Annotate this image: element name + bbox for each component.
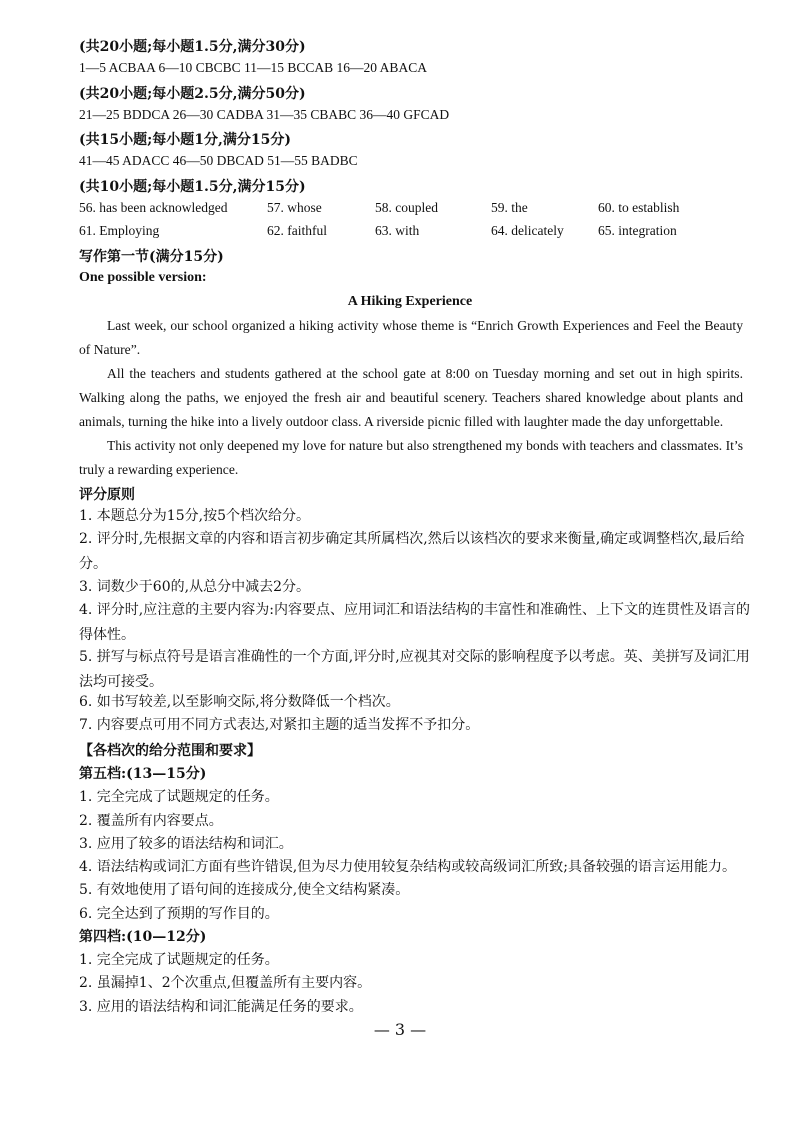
grammar-answer: 57. whose — [267, 200, 322, 215]
essay-paragraph: Last week, our school organized a hiking activity whose theme is “Enrich Growth Experiences and Feel the Beauty of Nature”. — [79, 318, 743, 357]
level-5-item: 2. 覆盖所有内容要点。 — [79, 813, 223, 829]
level-5-item: 1. 完全完成了试题规定的任务。 — [79, 789, 279, 805]
section-2-header: (共20小题;每小题2.5分,满分50分) — [79, 86, 306, 102]
level-4-item: 1. 完全完成了试题规定的任务。 — [79, 952, 279, 968]
principle-item: 2. 评分时,先根据文章的内容和语言初步确定其所属档次,然后以该档次的要求来衡量,确定或调整档次,最后给分。 — [79, 531, 745, 572]
grammar-answer: 64. delicately — [491, 223, 564, 238]
principle-item: 5. 拼写与标点符号是语言准确性的一个方面,评分时,应视其对交际的影响程度予以考虑。英、美拼写及词汇用法均可接受。 — [79, 649, 750, 690]
grammar-answer: 62. faithful — [267, 223, 327, 238]
grammar-answer: 58. coupled — [375, 200, 438, 215]
essay-paragraph: This activity not only deepened my love for nature but also strengthened my bonds with teachers and classmates. It’s truly a rewarding experience. — [79, 438, 743, 477]
version-label: One possible version: — [79, 270, 207, 285]
essay-paragraph: All the teachers and students gathered at the school gate at 8:00 on Tuesday morning and set out in high spirits. Walking along the paths, we enjoyed the fresh air and beautiful scenery. Teachers shared knowledge about plants and animals, turning the hike into a lively outdoor class. A riverside picnic filled with laughter made the day unforgettable. — [79, 366, 743, 429]
levels-title: 【各档次的给分范围和要求】 — [79, 743, 261, 759]
grammar-answer: 59. the — [491, 200, 528, 215]
page-number: — 3 — — [373, 1020, 427, 1039]
principle-item: 1. 本题总分为15分,按5个档次给分。 — [79, 508, 310, 524]
level-4-item: 3. 应用的语法结构和词汇能满足任务的要求。 — [79, 999, 363, 1015]
section-2-answers: 21—25 BDDCA 26—30 CADBA 31—35 CBABC 36—40 GFCAD — [79, 107, 450, 122]
principle-item: 4. 评分时,应注意的主要内容为:内容要点、应用词汇和语法结构的丰富性和准确性、上下文的连贯性及语言的得体性。 — [79, 602, 750, 643]
principle-item: 7. 内容要点可用不同方式表达,对紧扣主题的适当发挥不予扣分。 — [79, 717, 480, 733]
level-5-title: 第五档:(13—15分) — [79, 766, 207, 782]
level-5-item: 5. 有效地使用了语句间的连接成分,使全文结构紧凑。 — [79, 882, 410, 898]
section-3-answers: 41—45 ADACC 46—50 DBCAD 51—55 BADBC — [79, 153, 358, 168]
principle-item: 6. 如书写较差,以至影响交际,将分数降低一个档次。 — [79, 694, 400, 710]
section-3-header: (共15小题;每小题1分,满分15分) — [79, 132, 291, 148]
level-5-item: 3. 应用了较多的语法结构和词汇。 — [79, 836, 293, 852]
level-4-item: 2. 虽漏掉1、2个次重点,但覆盖所有主要内容。 — [79, 975, 372, 991]
essay-title: A Hiking Experience — [347, 294, 473, 309]
grammar-answer: 65. integration — [598, 223, 677, 238]
principle-item: 3. 词数少于60的,从总分中减去2分。 — [79, 579, 310, 595]
level-4-title: 第四档:(10—12分) — [79, 929, 207, 945]
level-5-item: 6. 完全达到了预期的写作目的。 — [79, 906, 279, 922]
grammar-answer: 63. with — [375, 223, 420, 238]
grammar-answer: 60. to establish — [598, 200, 680, 215]
grammar-answer: 56. has been acknowledged — [79, 200, 228, 215]
section-1-answers: 1—5 ACBAA 6—10 CBCBC 11—15 BCCAB 16—20 ABACA — [79, 60, 427, 75]
grammar-answer: 61. Employing — [79, 223, 160, 238]
writing-section-title: 写作第一节(满分15分) — [79, 249, 224, 265]
level-5-item: 4. 语法结构或词汇方面有些许错误,但为尽力使用较复杂结构或较高级词汇所致;具备较强的语言运用能力。 — [79, 859, 736, 875]
section-4-header: (共10小题;每小题1.5分,满分15分) — [79, 179, 306, 195]
principles-title: 评分原则 — [79, 487, 135, 503]
section-1-header: (共20小题;每小题1.5分,满分30分) — [79, 39, 306, 55]
